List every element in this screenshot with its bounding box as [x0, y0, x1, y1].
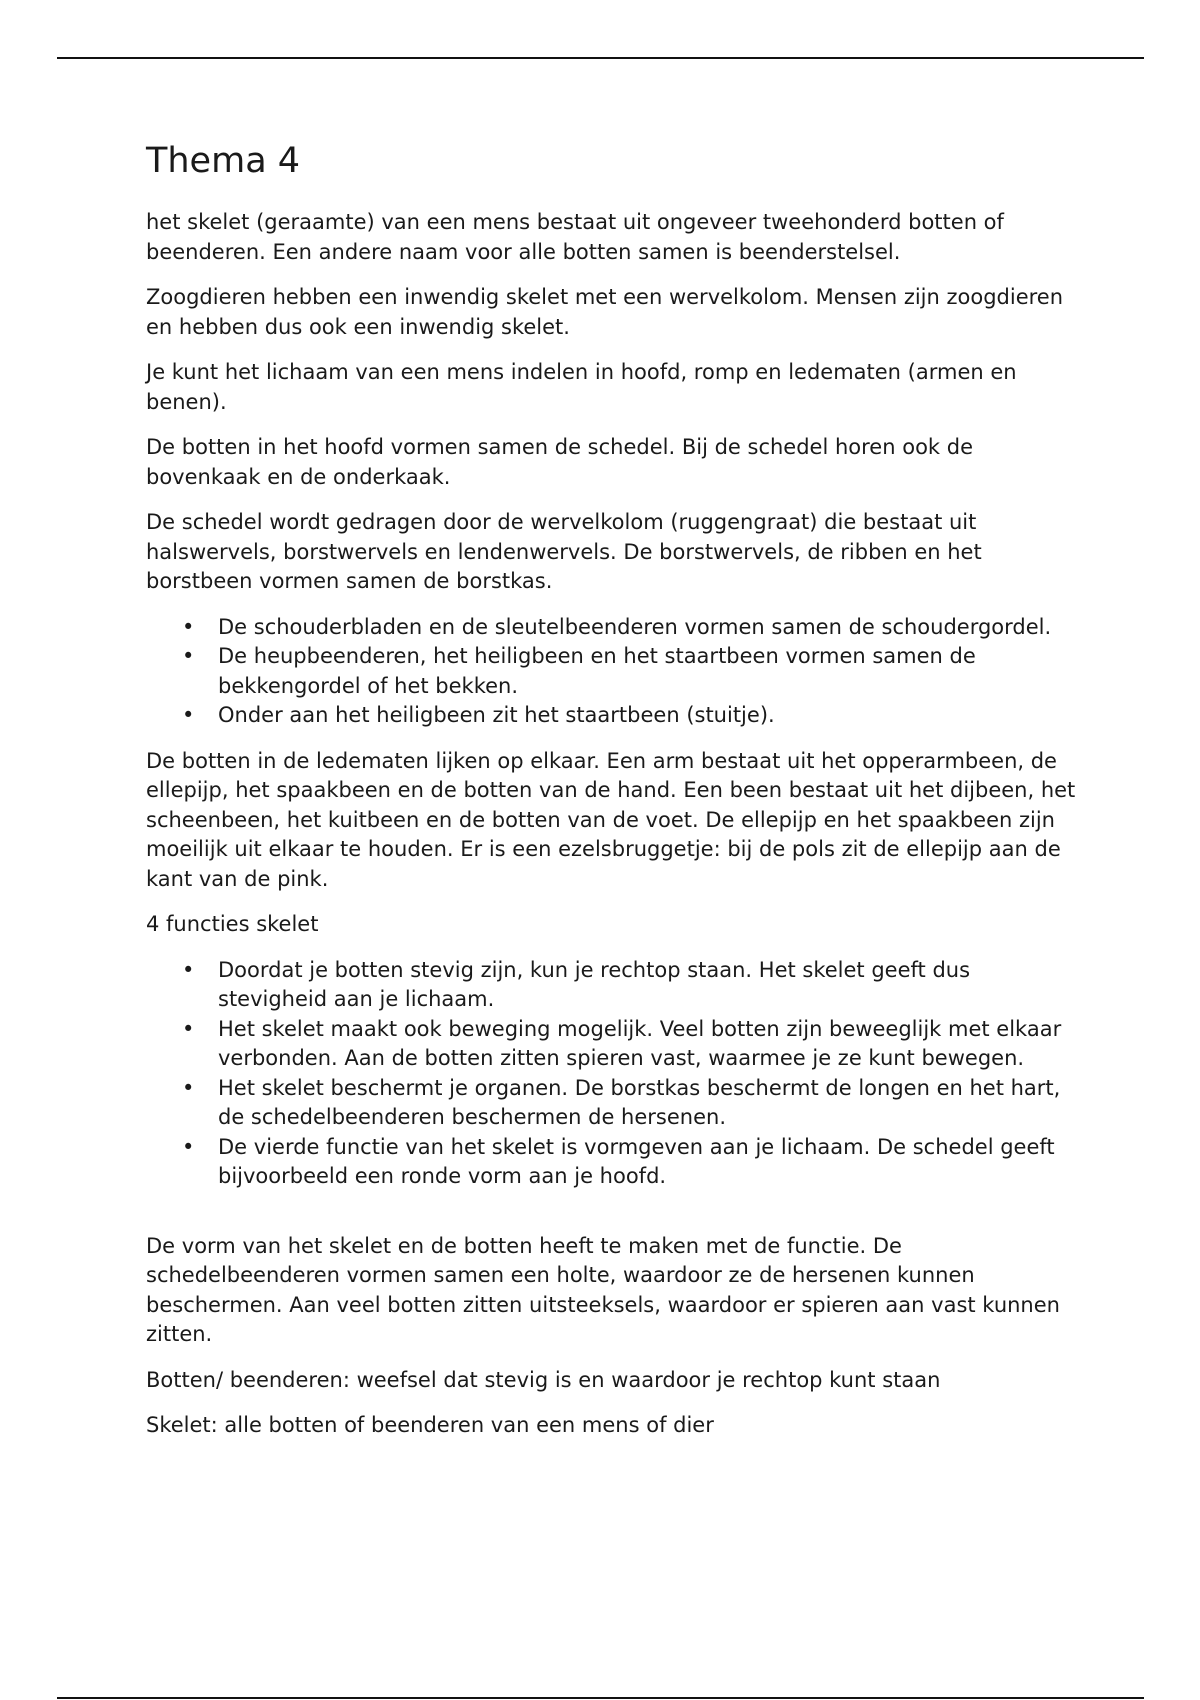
- bullet-list-gordels: [146, 613, 1076, 731]
- list-item: [146, 1133, 1076, 1192]
- list-item: [146, 1015, 1076, 1074]
- definition-botten: Botten/ beenderen: weefsel dat stevig is en waardoor je rechtop kunt staan: [146, 1367, 941, 1392]
- definition-skelet: Skelet: alle botten of beenderen van een mens of dier: [146, 1413, 714, 1437]
- page-title: Thema 4: [146, 141, 301, 181]
- bottom-rule: [57, 1697, 1144, 1699]
- list-item: [146, 956, 1076, 1015]
- functions-heading: 4 functies skelet: [146, 912, 319, 936]
- bullet-icon: •: [182, 614, 195, 639]
- paragraph: De vorm van het skelet en de botten heeft te maken met de functie. De schedelbeenderen vormen samen een holte, waardoor ze de hersenen kunnen beschermen. Aan veel botten zitten uitsteeksels, waardoor er spieren aan vast kunnen zitten.: [146, 1233, 1060, 1346]
- paragraph: De schedel wordt gedragen door de wervelkolom (ruggengraat) die bestaat uit halswervels, borstwervels en lendenwervels. De borstwervels, de ribben en het borstbeen vormen samen de borstkas.: [146, 510, 982, 593]
- paragraph: het skelet (geraamte) van een mens bestaat uit ongeveer tweehonderd botten of beenderen. Een andere naam voor alle botten samen is beenderstelsel.: [146, 210, 1004, 264]
- list-item-text: De schouderbladen en de sleutelbeenderen vormen samen de schoudergordel.: [218, 614, 1052, 639]
- list-item-text: Het skelet maakt ook beweging mogelijk. Veel botten zijn beweeglijk met elkaar verbonden. Aan de botten zitten spieren vast, waarmee je ze kunt bewegen.: [218, 1016, 1062, 1070]
- list-item: [146, 1074, 1076, 1133]
- paragraph: De botten in de ledematen lijken op elkaar. Een arm bestaat uit het opperarmbeen, de ellepijp, het spaakbeen en de botten van de hand. Een been bestaat uit het dijbeen, het scheenbeen, het kuitbeen en de botten van de voet. De ellepijp en het spaakbeen zijn moeilijk uit elkaar te houden. Er is een ezelsbruggetje: bij de pols zit de ellepijp aan de kant van de pink.: [146, 748, 1076, 891]
- list-item: [146, 642, 1076, 701]
- list-item: [146, 613, 1076, 643]
- bullet-icon: •: [182, 1075, 195, 1100]
- bullet-icon: •: [182, 957, 195, 982]
- bullet-icon: •: [182, 644, 195, 668]
- paragraph: Zoogdieren hebben een inwendig skelet met een wervelkolom. Mensen zijn zoogdieren en hebben dus ook een inwendig skelet.: [146, 285, 1064, 339]
- list-item-text: De heupbeenderen, het heiligbeen en het staartbeen vormen samen de bekkengordel of het bekken.: [218, 644, 976, 698]
- bullet-icon: •: [182, 703, 195, 727]
- paragraph: De botten in het hoofd vormen samen de schedel. Bij de schedel horen ook de bovenkaak en de onderkaak.: [146, 435, 973, 489]
- list-item-text: De vierde functie van het skelet is vormgeven aan je lichaam. De schedel geeft bijvoorbeeld een ronde vorm aan je hoofd.: [218, 1134, 1055, 1188]
- document-body: [146, 140, 1076, 1457]
- top-rule: [57, 57, 1144, 59]
- paragraph: Je kunt het lichaam van een mens indelen in hoofd, romp en ledematen (armen en benen).: [146, 360, 1017, 414]
- bullet-icon: •: [182, 1016, 195, 1041]
- list-item: [146, 701, 1076, 731]
- list-item-text: Doordat je botten stevig zijn, kun je rechtop staan. Het skelet geeft dus stevigheid aan je lichaam.: [218, 957, 971, 1011]
- bullet-list-functions: [146, 956, 1076, 1192]
- bullet-icon: •: [182, 1134, 195, 1159]
- list-item-text: Onder aan het heiligbeen zit het staartbeen (stuitje).: [218, 703, 775, 727]
- list-item-text: Het skelet beschermt je organen. De borstkas beschermt de longen en het hart, de schedelbeenderen beschermen de hersenen.: [218, 1075, 1061, 1129]
